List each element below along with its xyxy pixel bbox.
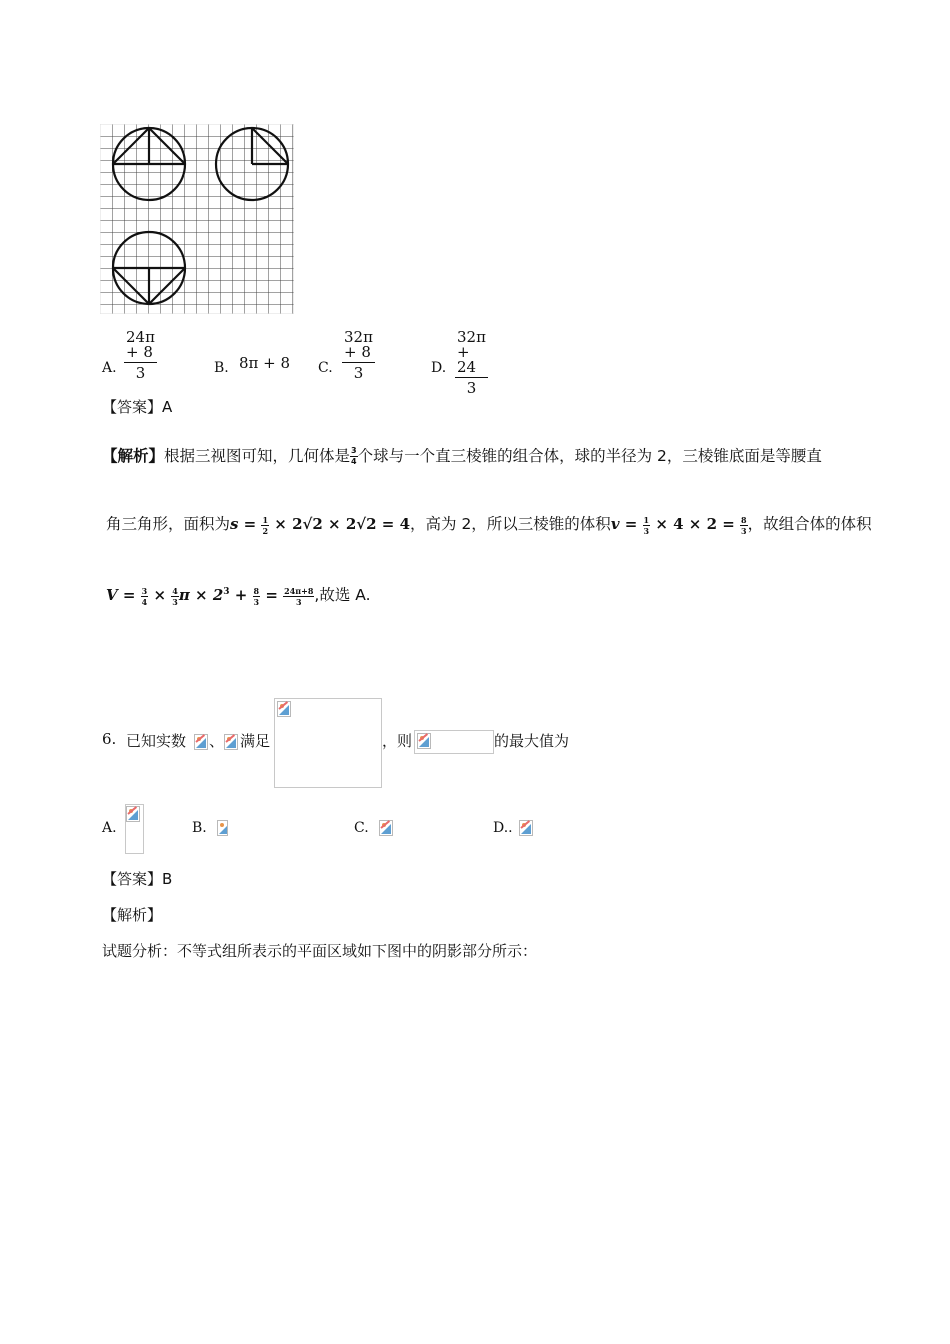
question-6-stem: 6. 已知实数 、 满足 ，则 的最大值为 <box>102 730 570 750</box>
option-c-letter: C. <box>318 360 333 376</box>
three-view-figure <box>100 124 294 314</box>
q6-option-c: C. <box>354 820 393 836</box>
option-a-letter: A. <box>102 360 117 376</box>
answer-q6: 【答案】B <box>102 870 173 888</box>
option-c-fraction: $\frac{32\pi + 8}{3}$ <box>344 328 373 382</box>
area-formula: s = $\frac{1}{2}$ × 2√2 × 2√2 = 4 <box>230 514 411 536</box>
broken-image-icon <box>194 734 208 750</box>
q6-option-a: A. <box>102 820 117 836</box>
total-volume-formula: V = $\frac{3}{4}$ × $\frac{4}{3}$ $\pi \times 2^3$ + $\frac{8}{3}$ = $\frac{24\pi+8}{3}$ <box>106 585 314 607</box>
broken-image-icon <box>126 806 140 822</box>
analysis-q6-label: 【解析】 <box>102 906 163 924</box>
q6-option-a-image <box>125 804 144 854</box>
q6-option-b: B. <box>192 820 228 836</box>
analysis-q5-line3: V = $\frac{3}{4}$ × $\frac{4}{3}$ $\pi \times 2^3$ + $\frac{8}{3}$ = $\frac{24\pi+8}{3}$ ,故选 A. <box>106 585 371 607</box>
broken-image-icon <box>277 701 291 717</box>
fraction-three-quarters: $\frac{3}{4}$ <box>351 446 357 466</box>
answer-q5: 【答案】A <box>102 398 173 416</box>
analysis-q5-line1: 【解析】根据三视图可知，几何体是 $\frac{3}{4}$ 个球与一个直三棱锥的组合体，球的半径为 2，三棱锥底面是等腰直 <box>102 446 822 466</box>
q6-option-d: D.. <box>493 820 533 836</box>
analysis-q5-line2: 角三角形，面积为s = $\frac{1}{2}$ × 2√2 × 2√2 = 4，高为 2，所以三棱锥的体积v = $\frac{1}{3}$ × 4 × 2 = $\frac{8}{3}$ ，故组合体的体积 <box>106 514 872 536</box>
option-a-fraction: $\frac{24\pi + 8}{3}$ <box>126 328 155 382</box>
broken-image-icon <box>379 820 393 836</box>
broken-image-icon <box>224 734 238 750</box>
option-d-letter: D. <box>431 360 447 376</box>
pyramid-volume-formula: v = $\frac{1}{3}$ × 4 × 2 = $\frac{8}{3}$ <box>610 514 747 536</box>
analysis-q6-text: 试题分析：不等式组所表示的平面区域如下图中的阴影部分所示： <box>102 942 538 960</box>
broken-image-icon <box>519 820 533 836</box>
broken-image-icon <box>217 820 228 836</box>
option-b-letter: B. <box>214 360 229 376</box>
option-d-fraction: $\frac{32\pi + 24}{3}$ <box>457 328 486 397</box>
option-b-value: 8π + 8 <box>239 354 291 372</box>
analysis-label: 【解析】 <box>102 447 165 465</box>
